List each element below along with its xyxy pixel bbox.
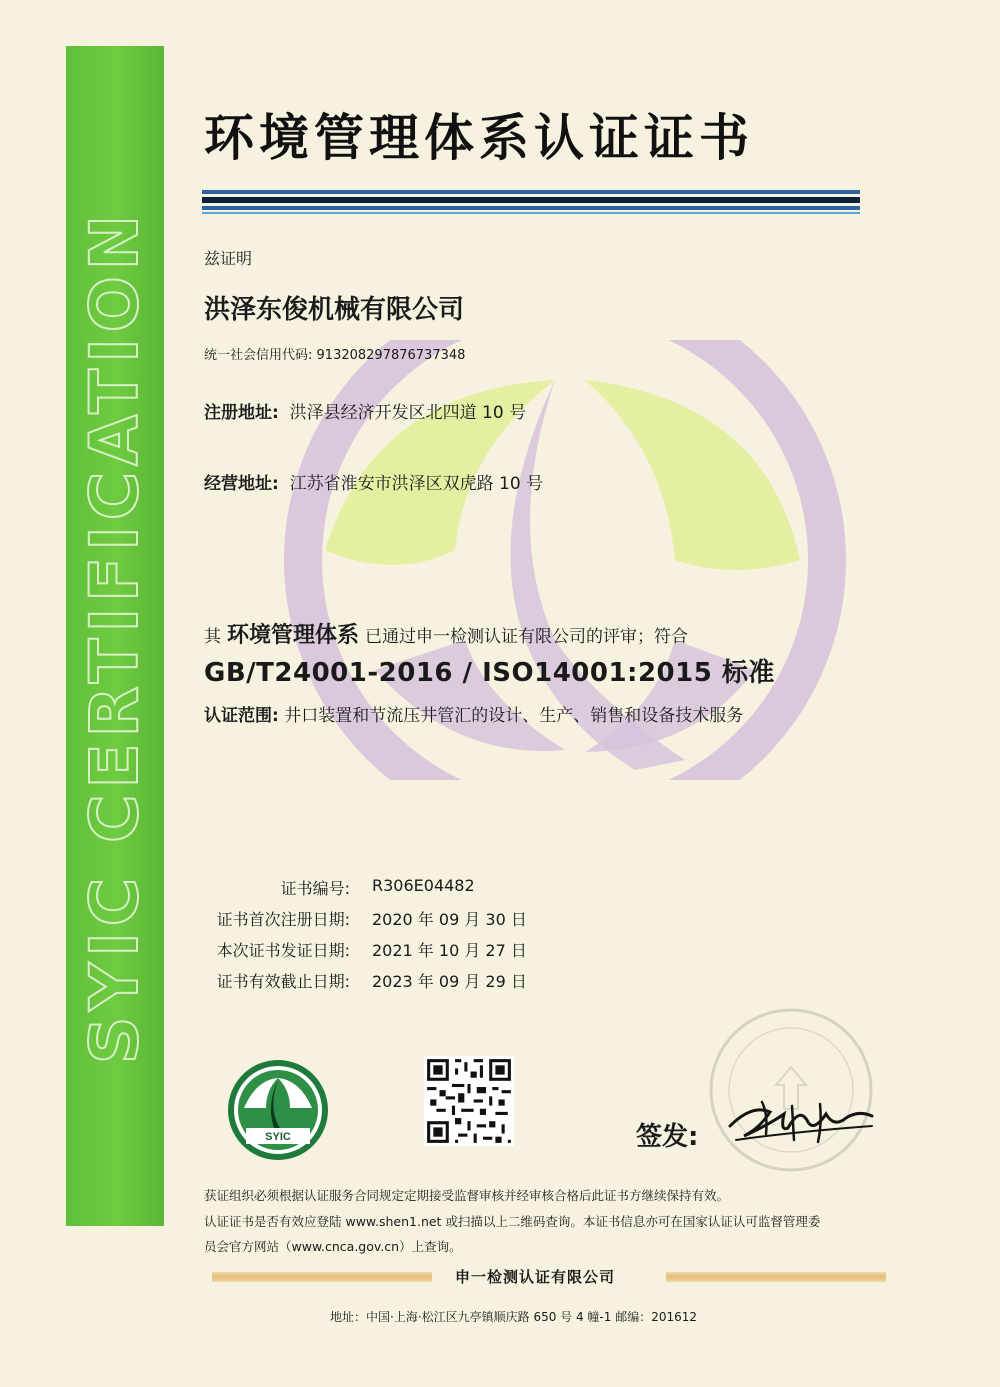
issuer-address: 地址：中国·上海·松江区九亭镇顺庆路 650 号 4 幢-1 邮编：201612 [330,1310,698,1324]
qr-code-icon [424,1056,514,1146]
verification-qr-code[interactable] [424,1056,514,1146]
credit-code-line [204,344,465,363]
registered-address-value: 洪泽县经济开发区北四道 10 号 [289,403,527,423]
system-prefix: 其 [204,627,221,647]
standard-line: GB/T24001-2016 / ISO14001:2015 标准 [204,658,775,688]
business-address-value: 江苏省淮安市洪泽区双虎路 10 号 [289,474,544,494]
title-rule [202,206,860,210]
credit-code-label: 统一社会信用代码: [204,348,313,363]
issue-date-value: 2021 年 10 月 27 日 [372,941,527,960]
expiry-date-value: 2023 年 09 月 29 日 [372,972,527,991]
system-name: 环境管理体系 [227,623,360,648]
expiry-date-label: 证书有效截止日期: [216,972,350,991]
footnote-verify-line1: 认证证书是否有效应登陆 www.shen1.net 或扫描以上二维码查询。本证书信息亦可在国家认证认可监督管理委 [204,1214,821,1229]
band-certification-text: SYIC CERTIFICATION [76,208,154,1064]
issuer-bar-right [666,1272,886,1282]
footnote-validity: 获证组织必须根据认证服务合同规定定期接受监督审核并经审核合格后此证书方继续保持有效。 [204,1188,730,1203]
footnote-verify-line2: 员会官方网站（www.cnca.gov.cn）上查询。 [204,1239,462,1254]
handwritten-signature-icon [722,1084,882,1154]
sign-label: 签发: [636,1122,699,1152]
issuer-name: 申一检测认证有限公司 [455,1268,616,1286]
system-statement [204,618,688,649]
company-name: 洪泽东俊机械有限公司 [204,295,465,325]
certificate-title: 环境管理体系认证证书 [204,108,754,167]
credit-code-value: 913208297876737348 [316,348,466,363]
business-address-line [204,469,543,494]
scope-label: 认证范围: [204,706,279,726]
issue-date-label: 本次证书发证日期: [216,941,350,960]
syic-logo-icon [226,1058,330,1162]
syic-logo-text: SYIC [265,1131,291,1143]
cert-number-label: 证书编号: [280,879,350,898]
business-address-label: 经营地址: [204,474,279,494]
registered-address-line [204,398,526,423]
issuer-bar-left [212,1272,432,1282]
system-suffix: 已通过申一检测认证有限公司的评审；符合 [365,627,689,647]
title-rule [202,190,860,194]
first-registration-label: 证书首次注册日期: [216,910,350,929]
scope-value: 井口装置和节流压井管汇的设计、生产、销售和设备技术服务 [284,706,744,726]
title-rule [202,197,860,203]
hereby-certify: 兹证明 [204,249,253,268]
cert-number-value: R306E04482 [372,876,475,895]
title-rule [202,212,860,214]
first-registration-value: 2020 年 09 月 30 日 [372,910,527,929]
registered-address-label: 注册地址: [204,403,279,423]
scope-line [204,701,743,726]
